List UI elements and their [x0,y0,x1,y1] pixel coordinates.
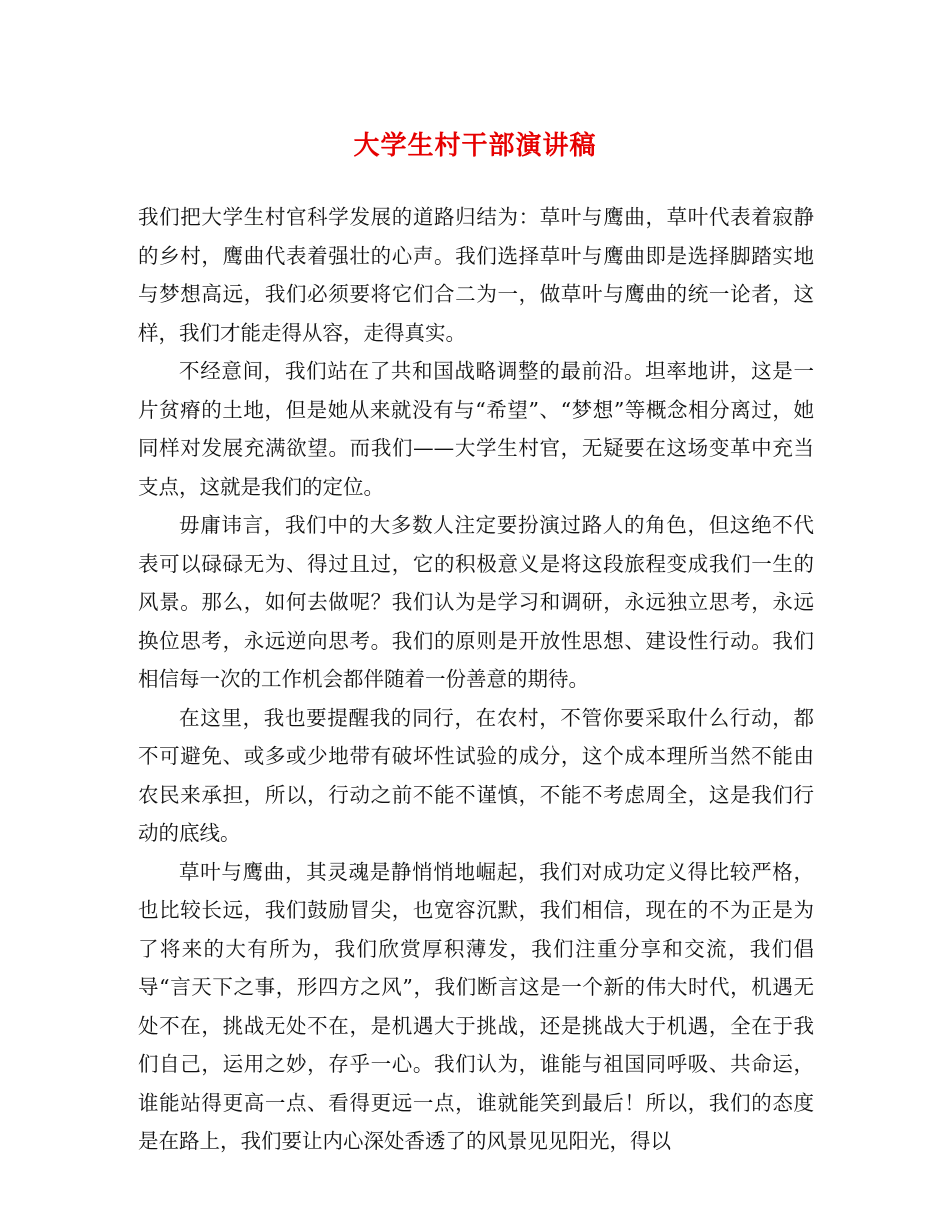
document-title: 大学生村干部演讲稿 [353,131,597,161]
paragraph-3: 毋庸讳言，我们中的大多数人注定要扮演过路人的角色，但这绝不代表可以碌碌无为、得过且过，它的积极意义是将这段旅程变成我们一生的风景。那么，如何去做呢？我们认为是学习和调研，永远独立思考，永远换位思考，永远逆向思考。我们的原则是开放性思想、建设性行动。我们相信每一次的工作机会都伴随着一份善意的期待。 [138,513,814,691]
paragraph-4: 在这里，我也要提醒我的同行，在农村，不管你要采取什么行动，都不可避免、或多或少地带有破坏性试验的成分，这个成本理所当然不能由农民来承担，所以，行动之前不能不谨慎，不能不考虑周全，这是我们行动的底线。 [138,705,814,845]
paragraph-5: 草叶与鹰曲，其灵魂是静悄悄地崛起，我们对成功定义得比较严格，也比较长远，我们鼓励冒尖，也宽容沉默，我们相信，现在的不为正是为了将来的大有所为，我们欣赏厚积薄发，我们注重分享和交流，我们倡导“言天下之事，形四方之风”，我们断言这是一个新的伟大时代，机遇无处不在，挑战无处不在，是机遇大于挑战，还是挑战大于机遇，全在于我们自己，运用之妙，存乎一心。我们认为，谁能与祖国同呼吸、共命运，谁能站得更高一点、看得更远一点，谁就能笑到最后！所以，我们的态度是在路上，我们要让内心深处香透了的风景见见阳光，得以 [138,859,814,1153]
document-body [138,198,814,1161]
paragraph-2: 不经意间，我们站在了共和国战略调整的最前沿。坦率地讲，这是一片贫瘠的土地，但是她从来就没有与“希望”、“梦想”等概念相分离过，她同样对发展充满欲望。而我们——大学生村官，无疑要在这场变革中充当支点，这就是我们的定位。 [138,359,814,499]
paragraph-1: 我们把大学生村官科学发展的道路归结为：草叶与鹰曲，草叶代表着寂静的乡村，鹰曲代表着强壮的心声。我们选择草叶与鹰曲即是选择脚踏实地与梦想高远，我们必须要将它们合二为一，做草叶与鹰曲的统一论者，这样，我们才能走得从容，走得真实。 [138,205,814,345]
